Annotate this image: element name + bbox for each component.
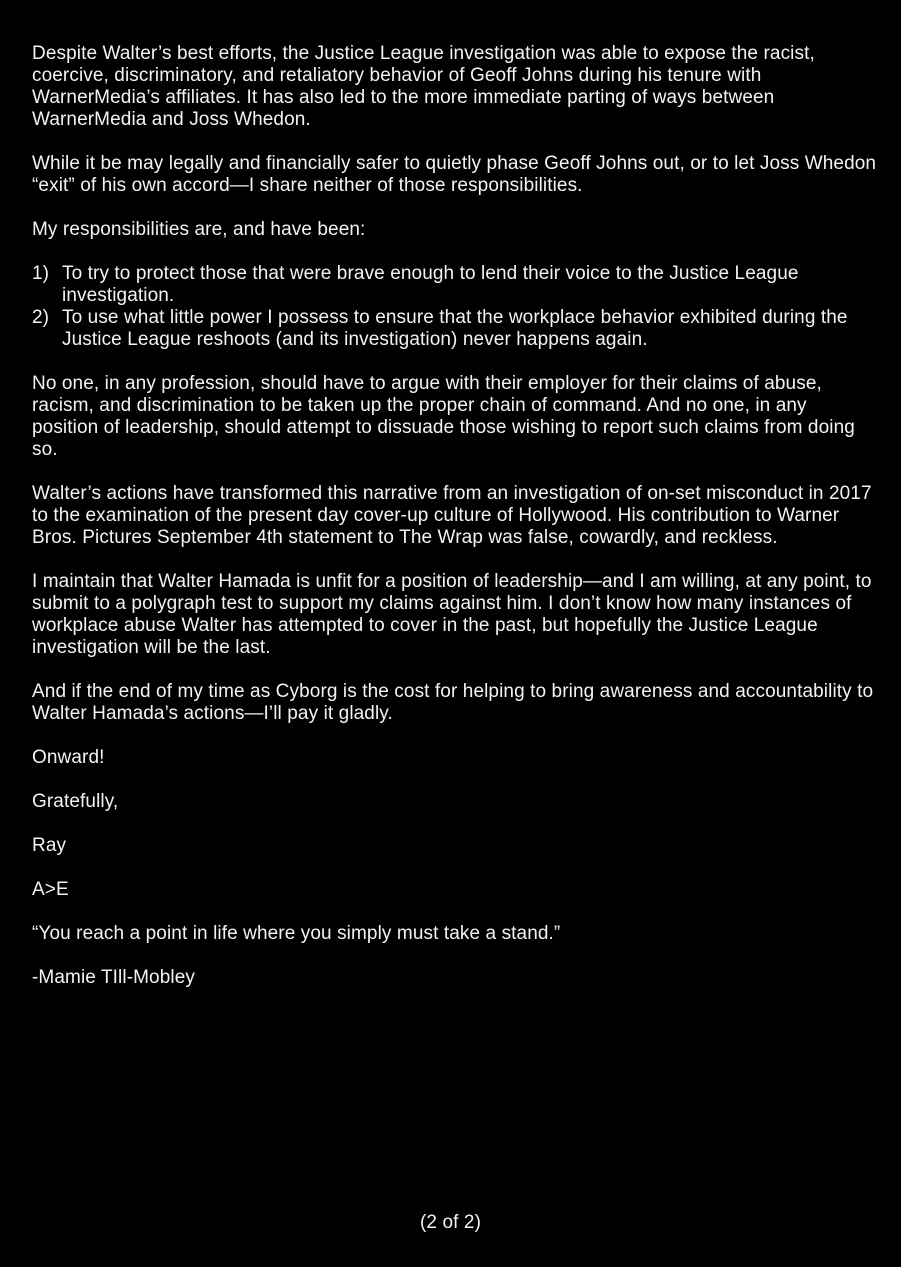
paragraph-no-one: No one, in any profession, should have to argue with their employer for their claims of abuse, racism, and discrimination to be taken up the proper chain of command. And no one, in any position of leadership, should attempt to dissuade those wishing to report such claims from doing so. [32,373,855,460]
list-item [32,263,877,307]
signoff-initials: A>E [32,879,69,900]
signoff-closing: Gratefully, [32,791,119,812]
paragraph-intro: Despite Walter’s best efforts, the Justice League investigation was able to expose the racist, coercive, discriminatory, and retaliatory behavior of Geoff Johns during his tenure with WarnerMedia’s affiliates. It has also led to the more immediate parting of ways between WarnerMedia and Joss Whedon. [32,43,815,130]
paragraph-safer-option: While it be may legally and financially safer to quietly phase Geoff Johns out, or to let Joss Whedon “exit” of his own accord—I share neither of those responsibilities. [32,153,877,196]
numbered-list [32,263,877,351]
paragraph-responsibilities-lead: My responsibilities are, and have been: [32,219,366,240]
list-item [32,307,877,351]
paragraph-cyborg-cost: And if the end of my time as Cyborg is the cost for helping to bring awareness and accountability to Walter Hamada’s actions—I’ll pay it gladly. [32,681,874,724]
list-marker: 1) [32,263,50,284]
page-indicator: (2 of 2) [420,1212,481,1233]
list-item-text: To use what little power I possess to ensure that the workplace behavior exhibited during the Justice League reshoots (and its investigation) never happens again. [62,307,848,350]
signoff-exclamation: Onward! [32,747,105,768]
list-item-text: To try to protect those that were brave enough to lend their voice to the Justice League investigation. [62,263,799,306]
list-marker: 2) [32,307,50,328]
quote-attribution: -Mamie TIll-Mobley [32,967,195,988]
quote-text: “You reach a point in life where you simply must take a stand.” [32,923,561,944]
paragraph-maintain-unfit: I maintain that Walter Hamada is unfit for a position of leadership—and I am willing, at any point, to submit to a polygraph test to support my claims against him. I don’t know how many instances of workplace abuse Walter has attempted to cover in the past, but hopefully the Justice League investigation will be the last. [32,571,872,658]
signoff-name: Ray [32,835,67,856]
paragraph-walters-actions: Walter’s actions have transformed this narrative from an investigation of on-set misconduct in 2017 to the examination of the present day cover-up culture of Hollywood. His contribution to Warner Bros. Pictures September 4th statement to The Wrap was false, cowardly, and reckless. [32,483,872,548]
